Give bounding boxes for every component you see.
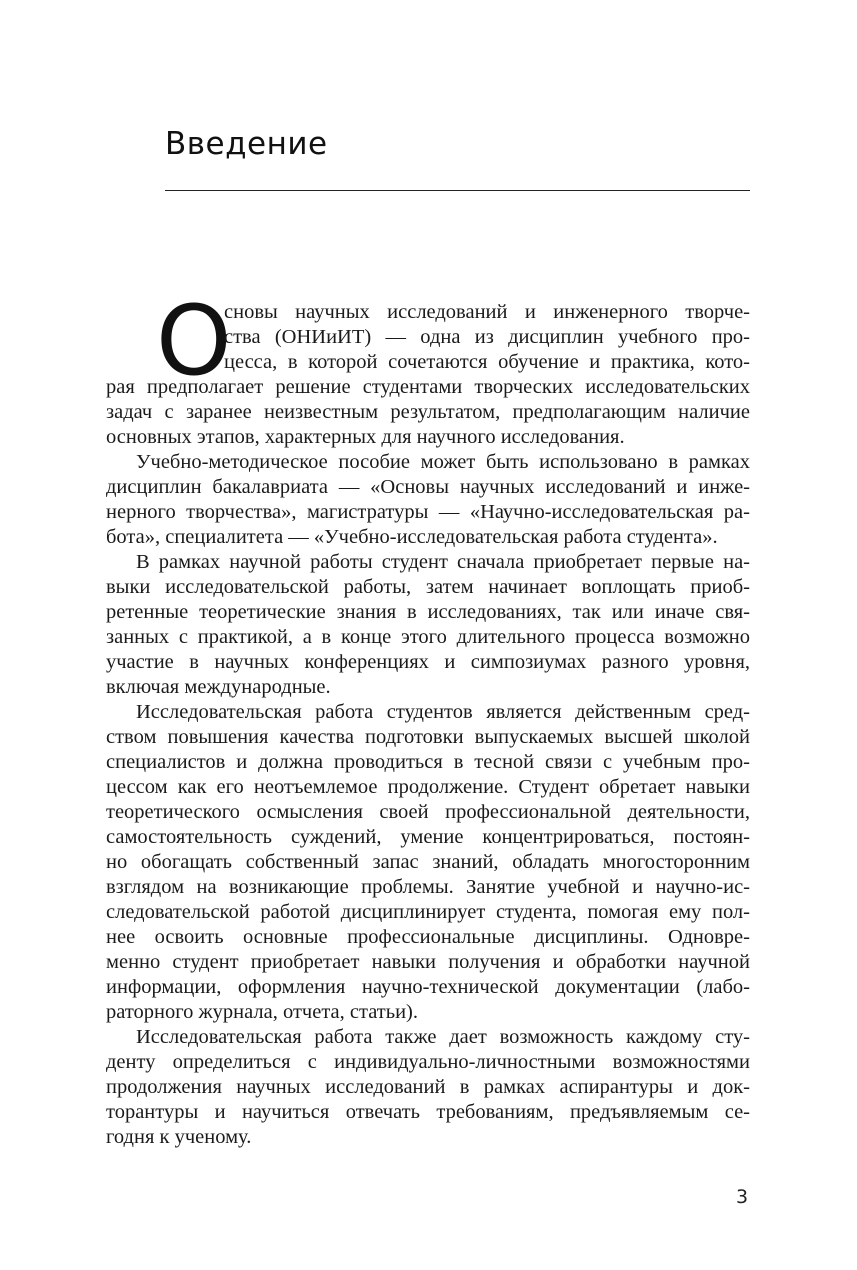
drop-cap: О <box>156 285 232 397</box>
text-line: выки исследовательской работы, затем начинает воплощать приоб- <box>106 576 750 598</box>
text-line: включая международные. <box>106 676 331 698</box>
text-line: годня к ученому. <box>106 1126 252 1148</box>
text-line: самостоятельность суждений, умение концентрироваться, постоян- <box>106 826 750 848</box>
text-line: занных с практикой, а в конце этого длительного процесса возможно <box>106 626 750 648</box>
text-line: нее освоить основные профессиональные дисциплины. Одновре- <box>106 926 750 948</box>
text-line: дисциплин бакалавриата — «Основы научных исследований и инже- <box>106 476 750 498</box>
paragraph <box>106 550 750 700</box>
text-line: денту определиться с индивидуально-личностными возможностями <box>106 1051 750 1073</box>
text-line: Учебно-методическое пособие может быть использовано в рамках <box>136 451 750 473</box>
text-line: нерного творчества», магистратуры — «Научно-исследовательская ра- <box>106 501 750 523</box>
text-line: бота», специалитета — «Учебно-исследовательская работа студента». <box>106 526 718 548</box>
text-line: специалистов и должна проводиться в тесной связи с учебным про- <box>106 751 750 773</box>
text-line: ством повышения качества подготовки выпускаемых высшей школой <box>106 726 750 748</box>
text-line: менно студент приобретает навыки получения и обработки научной <box>106 951 750 973</box>
text-line: ретенные теоретические знания в исследованиях, так или иначе свя- <box>106 601 750 623</box>
chapter-heading: Введение <box>165 126 328 162</box>
text-line: следовательской работой дисциплинирует студента, помогая ему пол- <box>106 901 750 923</box>
text-line: теоретического осмысления своей профессиональной деятельности, <box>106 801 750 823</box>
heading-rule <box>165 190 750 191</box>
paragraph <box>106 1025 750 1150</box>
text-line: цессом как его неотъемлемое продолжение. Студент обретает навыки <box>106 776 750 798</box>
text-line: Исследовательская работа студентов является действенным сред- <box>136 701 750 723</box>
page-number: 3 <box>736 1186 749 1208</box>
paragraph <box>106 700 750 1025</box>
text-line: ства (ОНИиИТ) — одна из дисциплин учебного про- <box>224 326 750 348</box>
text-line: основных этапов, характерных для научного исследования. <box>106 426 625 448</box>
text-line: сновы научных исследований и инженерного творче- <box>224 301 750 323</box>
text-line: рая предполагает решение студентами творческих исследовательских <box>106 376 750 398</box>
text-line: цесса, в которой сочетаются обучение и практика, кото- <box>224 351 750 373</box>
text-line: продолжения научных исследований в рамках аспирантуры и док- <box>106 1076 750 1098</box>
text-line: задач с заранее неизвестным результатом, предполагающим наличие <box>106 401 750 423</box>
text-line: участие в научных конференциях и симпозиумах разного уровня, <box>106 651 750 673</box>
text-line: торантуры и научиться отвечать требованиям, предъявляемым се- <box>106 1101 750 1123</box>
text-line: информации, оформления научно-технической документации (лабо- <box>106 976 750 998</box>
body-text <box>106 300 750 1150</box>
text-line: раторного журнала, отчета, статьи). <box>106 1001 419 1023</box>
text-line: Исследовательская работа также дает возможность каждому сту- <box>136 1026 750 1048</box>
paragraph <box>106 300 750 450</box>
paragraph <box>106 450 750 550</box>
text-line: взглядом на возникающие проблемы. Занятие учебной и научно-ис- <box>106 876 750 898</box>
text-line: но обогащать собственный запас знаний, обладать многосторонним <box>106 851 750 873</box>
text-line: В рамках научной работы студент сначала приобретает первые на- <box>136 551 750 573</box>
